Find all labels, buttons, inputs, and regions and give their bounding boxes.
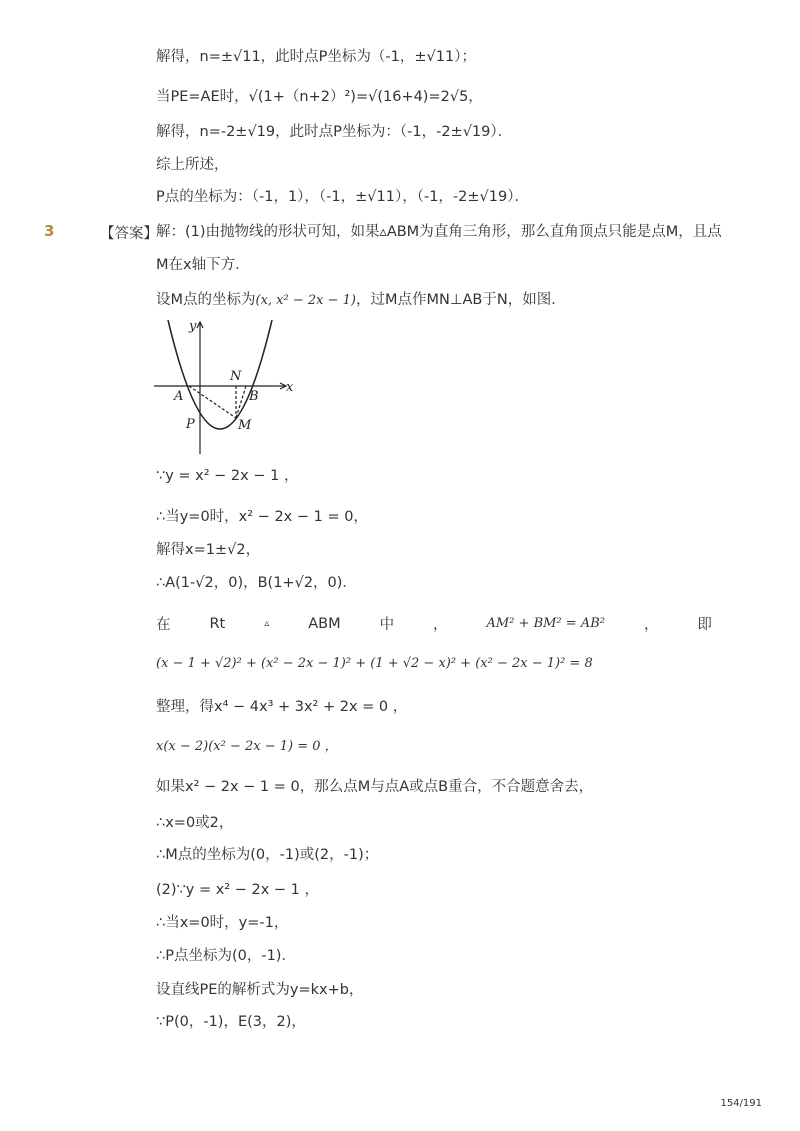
word: 即	[697, 617, 712, 633]
math-line: (x − 1 + √2)² + (x² − 2x − 1)² + (1 + √2 − x)² + (x² − 2x − 1)² = 8	[156, 656, 593, 671]
label-n: N	[230, 369, 242, 384]
word: 在	[156, 617, 171, 633]
math-line: x(x − 2)(x² − 2x − 1) = 0 ，	[156, 739, 338, 754]
label-m: M	[238, 418, 252, 433]
text-line: M在x轴下方．	[156, 257, 250, 273]
parabola-figure	[150, 316, 300, 456]
triangle-symbol: ▵	[264, 618, 270, 629]
text-line: ∴x=0或2，	[156, 815, 234, 831]
text-line: (2)∵y = x² − 2x − 1 ，	[156, 882, 319, 898]
word: ABM	[308, 615, 341, 632]
spread-line	[156, 613, 712, 634]
question-number: 3	[44, 222, 55, 240]
label-y: y	[189, 319, 197, 334]
label-x: x	[286, 380, 294, 395]
text-line: 解：(1)由抛物线的形状可知，如果▵ABM为直角三角形，那么直角顶点只能是点M，且点	[156, 224, 722, 240]
segment-bm	[236, 386, 246, 418]
parabola-curve	[168, 320, 272, 429]
text-line: ∴M点的坐标为(0，-1)或(2，-1)；	[156, 847, 379, 863]
text-line: ∴A(1-√2，0)，B(1+√2，0)．	[156, 575, 357, 591]
text-line: ∵y = x² − 2x − 1 ，	[156, 468, 299, 484]
math-expr: AM² + BM² = AB²	[486, 616, 605, 631]
text-line: ∴当y=0时，x² − 2x − 1 = 0，	[156, 509, 368, 525]
word: ，	[433, 617, 448, 633]
text-line	[156, 290, 566, 311]
text-line: ∵P(0，-1)，E(3，2)，	[156, 1014, 306, 1030]
text-span: 设M点的坐标为	[156, 292, 256, 308]
text-line: 综上所述，	[156, 157, 229, 173]
label-a: A	[174, 389, 184, 404]
text-line: ∴P点坐标为(0，-1)．	[156, 948, 296, 964]
text-line: 解得，n=±√11，此时点P坐标为（-1，±√11）；	[156, 49, 476, 65]
math-expr: (x, x² − 2x − 1)	[255, 293, 356, 308]
text-line: P点的坐标为：（-1，1），（-1，±√11），（-1，-2±√19）．	[156, 189, 529, 205]
text-line: 如果x² − 2x − 1 = 0，那么点M与点A或点B重合，不合题意舍去，	[156, 779, 594, 795]
text-line: 设直线PE的解析式为y=kx+b，	[156, 982, 364, 998]
answer-tag: 【答案】	[100, 226, 158, 242]
text-line: 解得x=1±√2，	[156, 542, 261, 558]
text-line: 当PE=AE时，√(1+（n+2）²)=√(16+4)=2√5，	[156, 89, 483, 105]
label-b: B	[249, 389, 259, 404]
page-number: 154/191	[720, 1098, 762, 1109]
word: ，	[643, 617, 659, 633]
text-line: 整理，得x⁴ − 4x³ + 3x² + 2x = 0 ，	[156, 699, 408, 715]
text-line: 解得，n=-2±√19，此时点P坐标为：（-1，-2±√19）．	[156, 124, 513, 140]
segment-am	[189, 386, 236, 418]
text-line: ∴当x=0时，y=-1，	[156, 915, 289, 931]
label-p: P	[186, 417, 195, 432]
text-span: ，过M点作MN⊥AB于N，如图．	[356, 292, 566, 308]
word: Rt	[209, 615, 226, 632]
word: 中	[379, 617, 395, 633]
